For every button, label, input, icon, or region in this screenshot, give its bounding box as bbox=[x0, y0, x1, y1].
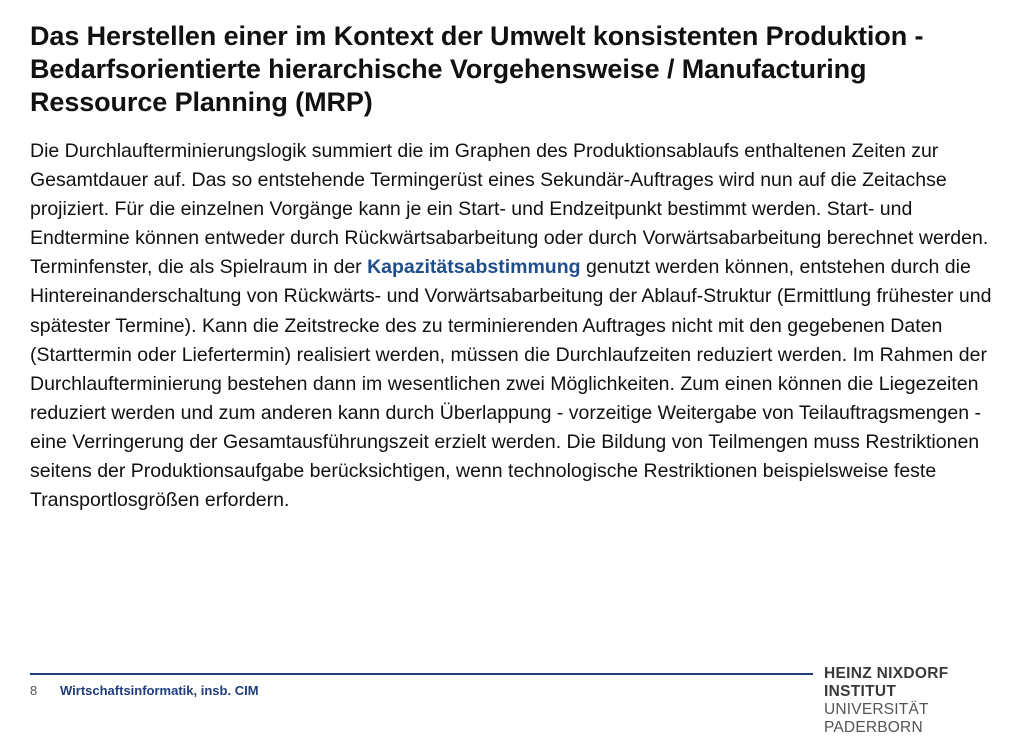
footer-divider bbox=[30, 673, 813, 675]
body-text-part1: Die Durchlaufterminierungslogik summiert die im Graphen des Produktionsablaufs enthaltenen Zeiten zur Gesamtdauer auf. Das so entstehende Termingerüst eines Sekundär-Auftrages wird nun auf die Zeitachse projiziert. Für die einzelnen Vorgänge kann je ein Start- und Endzeitpunkt bestimmt werden. Start- und Endtermine können entweder durch Rückwärtsabarbeitung oder durch Vorwärtsabarbeitung berechnet werden. Terminfenster, die als Spielraum in der bbox=[30, 140, 989, 279]
body-paragraph bbox=[30, 137, 1000, 515]
kapazitaetsabstimmung-link[interactable]: Kapazitätsabstimmung bbox=[367, 256, 581, 279]
body-text-part2: genutzt werden können, entstehen durch die Hintereinanderschaltung von Rückwärts- und Vorwärtsabarbeitung der Ablauf-Struktur (Ermittlung frühester und spätester Termine). Kann die Zeitstrecke des zu terminierenden Auftrages nicht mit den gegebenen Daten (Starttermin oder Liefertermin) realisiert werden, müssen die Durchlaufzeiten reduziert werden. Im Rahmen der Durchlaufterminierung bestehen dann im wesentlichen zwei Möglichkeiten. Zum einen können die Liegezeiten reduziert werden und zum anderen kann durch Überlappung - vorzeitige Weitergabe von Teilauftragsmengen - eine Verringerung der Gesamtausführungszeit erzielt werden. Die Bildung von Teilmengen muss Restriktionen seitens der Produktionsaufgabe berücksichtigen, wenn technologische Restriktionen beispielsweise feste Transportlosgrößen erfordern. bbox=[30, 256, 992, 512]
page-number: 8 bbox=[30, 683, 38, 698]
slide-title: Das Herstellen einer im Kontext der Umwelt konsistenten Produktion - Bedarfsorientierte hierarchische Vorgehensweise / Manufacturing Ressource Planning (MRP) bbox=[30, 21, 924, 117]
institute-logo bbox=[824, 665, 996, 737]
logo-university-name: UNIVERSITÄT PADERBORN bbox=[824, 701, 929, 736]
footer-label: Wirtschaftsinformatik, insb. CIM bbox=[60, 683, 259, 698]
logo-institute-name: HEINZ NIXDORF INSTITUT bbox=[824, 665, 949, 700]
